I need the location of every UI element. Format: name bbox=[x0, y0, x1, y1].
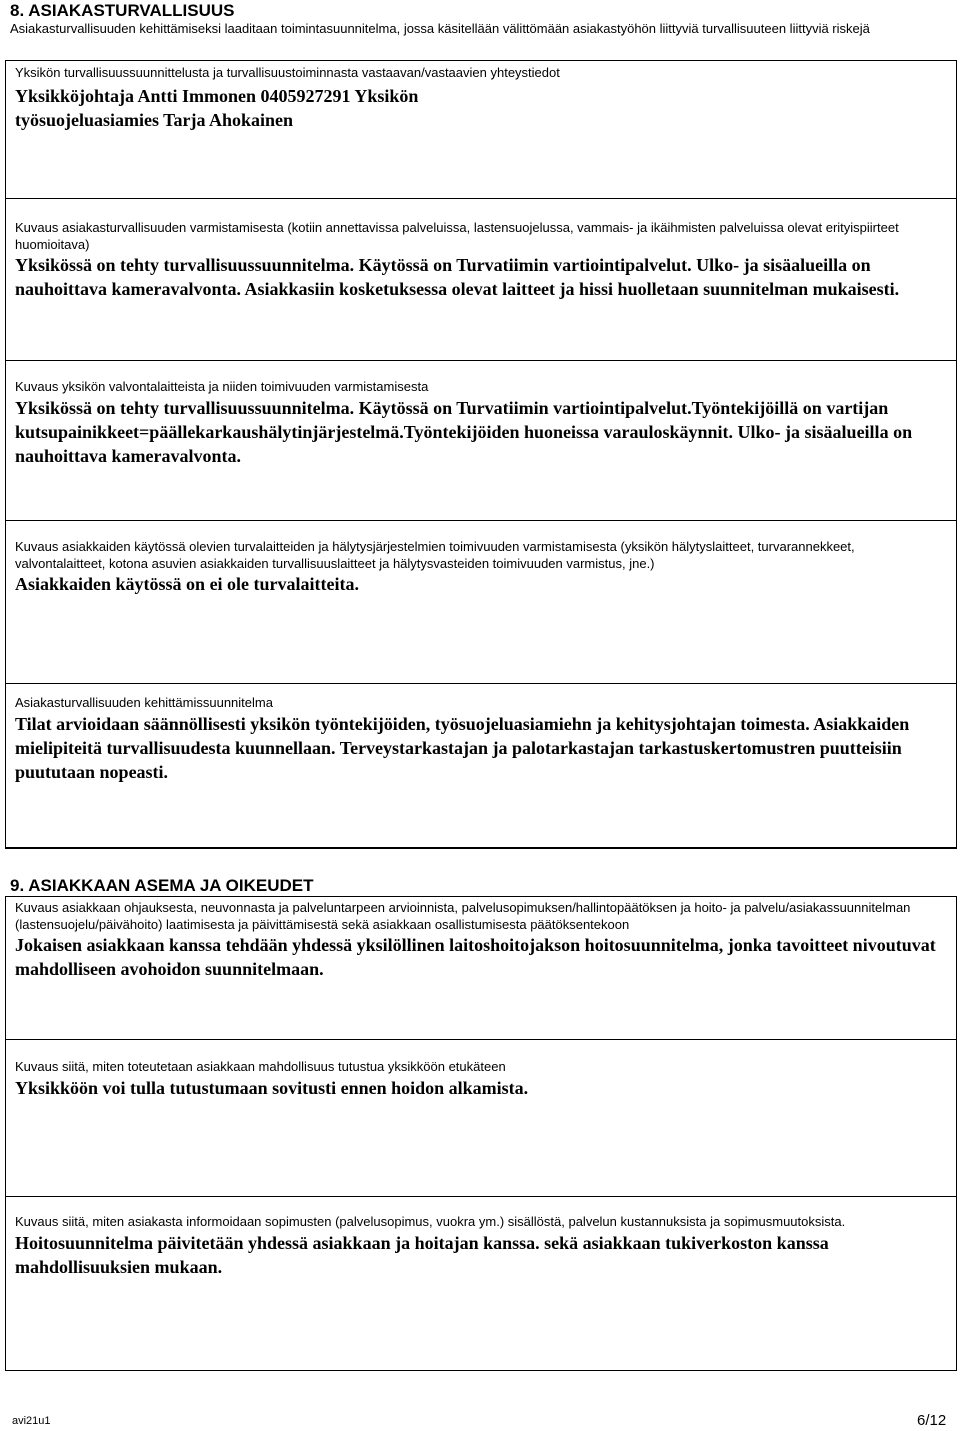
surveillance-box bbox=[5, 360, 957, 520]
visit-answer: Yksikköön voi tulla tutustumaan sovitusti ennen hoidon alkamista. bbox=[15, 1077, 529, 1098]
contract-box bbox=[5, 1196, 957, 1371]
guidance-box bbox=[5, 896, 957, 1039]
safety-answer: Yksikössä on tehty turvallisuussuunnitelma. Käytössä on Turvatiimin vartiointipalvelut. Ulko- ja sisäalueilla on nauhoittava kameravalvonta. Asiakkasiin kosketuksessa olevat laitteet ja hissi huolletaan suunnitelman mukaisesti. bbox=[15, 255, 900, 299]
contacts-label: Yksikön turvallisuussuunnittelusta ja turvallisuustoiminnasta vastaavan/vastaavien yhteystiedot bbox=[15, 65, 560, 80]
alarms-answer: Asiakkaiden käytössä on ei ole turvalaitteita. bbox=[15, 574, 360, 594]
page-number: 6/12 bbox=[917, 1412, 947, 1429]
visit-box bbox=[5, 1039, 957, 1196]
alarms-label: Kuvaus asiakkaiden käytössä olevien turvalaitteiden ja hälytysjärjestelmien toimivuuden varmistamisesta (yksikön hälytyslaitteet, turvarannekkeet, valvontalaitteet, kotona asuvien asiakkaiden turvallisuuslaitteet ja hälytysvasteiden toimivuuden varmistus, jne.) bbox=[15, 539, 855, 571]
contract-answer: Hoitosuunnitelma päivitetään yhdessä asiakkaan ja hoitajan kanssa. sekä asiakkaan tukiverkoston kanssa mahdollisuuksien mukaan. bbox=[15, 1232, 829, 1277]
contacts-answer: Yksikköjohtaja Antti Immonen 0405927291 Yksikön työsuojeluasiamies Tarja Ahokainen bbox=[15, 85, 419, 130]
section-8-intro: Asiakasturvallisuuden kehittämiseksi laaditaan toimintasuunnitelma, jossa käsitellään välittömään asiakastyöhön liittyviä turvallisuuteen liittyviä riskejä bbox=[10, 21, 870, 36]
safety-box bbox=[5, 198, 957, 360]
contacts-box bbox=[5, 60, 957, 198]
plan-label: Asiakasturvallisuuden kehittämissuunnitelma bbox=[15, 695, 273, 710]
alarms-box bbox=[5, 520, 957, 683]
document-code: avi21u1 bbox=[12, 1415, 51, 1427]
plan-answer: Tilat arvioidaan säännöllisesti yksikön työntekijöiden, työsuojeluasiamiehn ja kehitysjohtajan toimesta. Asiakkaiden mielipiteitä turvallisuudesta kuunnellaan. Terveystarkastajan ja palotarkastajan tarkastuskertomustren puutteisiin puututaan nopeasti. bbox=[15, 713, 910, 782]
section-9-title: 9. ASIAKKAAN ASEMA JA OIKEUDET bbox=[10, 876, 314, 895]
safety-label: Kuvaus asiakasturvallisuuden varmistamisesta (kotiin annettavissa palveluissa, lastensuojelussa, vammais- ja ikäihmisten palveluissa olevat erityispiirteet huomioitava) bbox=[15, 220, 899, 252]
surveillance-answer: Yksikössä on tehty turvallisuussuunnitelma. Käytössä on Turvatiimin vartiointipalvelut.Työntekijöillä on vartijan kutsupainikkeet=päällekarkaushälytinjärjestelmä.Työntekijöiden huoneissa varauloskäynnit. Ulko- ja sisäalueilla on nauhoittava kameravalvonta. bbox=[15, 397, 913, 466]
guidance-answer: Jokaisen asiakkaan kanssa tehdään yhdessä yksilöllinen laitoshoitojakson hoitosuunnitelma, jonka tavoitteet nivoutuvat mahdolliseen avohoidon suunnitelmaan. bbox=[15, 935, 936, 979]
guidance-label: Kuvaus asiakkaan ohjauksesta, neuvonnasta ja palveluntarpeen arvioinnista, palvelusopimuksen/hallintopäätöksen ja hoito- ja palvelu/asiakassuunnitelman (lastensuojelu/päivähoito) laatimisesta ja päivittämisestä sekä asiakkaan osallistumisesta päätöksentekoon bbox=[15, 900, 911, 932]
contract-label: Kuvaus siitä, miten asiakasta informoidaan sopimusten (palvelusopimus, vuokra ym.) sisällöstä, palvelun kustannuksista ja sopimusmuutoksista. bbox=[15, 1214, 846, 1229]
section-8-title: 8. ASIAKASTURVALLISUUS bbox=[10, 1, 235, 20]
plan-box bbox=[5, 683, 957, 849]
surveillance-label: Kuvaus yksikön valvontalaitteista ja niiden toimivuuden varmistamisesta bbox=[15, 379, 429, 394]
visit-label: Kuvaus siitä, miten toteutetaan asiakkaan mahdollisuus tutustua yksikköön etukäteen bbox=[15, 1059, 506, 1074]
